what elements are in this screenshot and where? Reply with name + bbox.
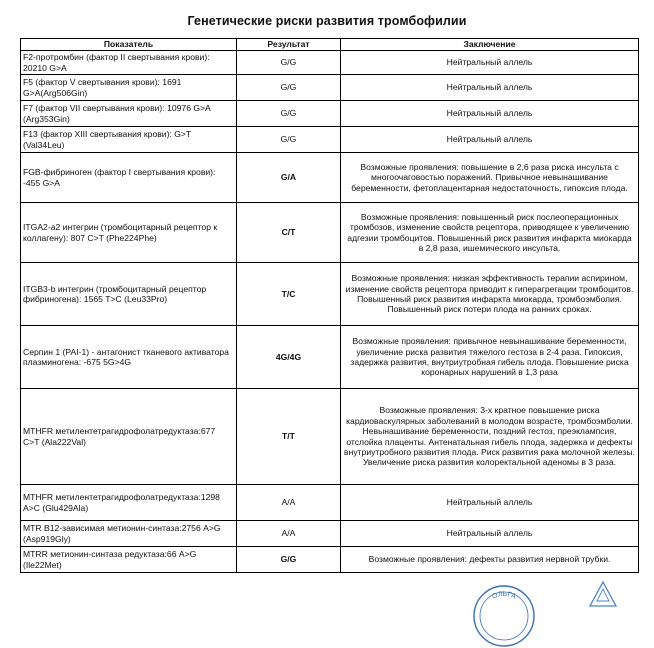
conclusion-cell: Нейтральный аллель <box>341 127 639 153</box>
conclusion-cell: Нейтральный аллель <box>341 51 639 75</box>
conclusion-cell: Возможные проявления: дефекты развития нервной трубки. <box>341 547 639 573</box>
result-cell: T/T <box>237 389 341 485</box>
result-cell: G/G <box>237 75 341 101</box>
table-row <box>21 51 639 75</box>
table-row <box>21 521 639 547</box>
conclusion-cell: Нейтральный аллель <box>341 101 639 127</box>
conclusion-cell: Нейтральный аллель <box>341 521 639 547</box>
page-title: Генетические риски развития тромбофилии <box>187 14 467 28</box>
result-cell: G/G <box>237 101 341 127</box>
stamp-text <box>491 591 517 601</box>
clinic-logo-icon <box>588 580 618 608</box>
table-row <box>21 101 639 127</box>
table-row <box>21 203 639 263</box>
indicator-cell: MTRR метионин-синтаза редуктаза:66 A>G (Ile22Met) <box>21 547 237 573</box>
table-row <box>21 485 639 521</box>
header-result: Результат <box>237 39 341 51</box>
indicator-cell: MTHFR метилентетрагидрофолатредуктаза:677 C>T (Ala222Val) <box>21 389 237 485</box>
table-row <box>21 326 639 389</box>
indicator-cell: ITGA2-a2 интегрин (тромбоцитарный рецептор к коллагену): 807 C>T (Phe224Phe) <box>21 203 237 263</box>
result-cell: T/C <box>237 263 341 326</box>
header-conclusion: Заключение <box>341 39 639 51</box>
table-row <box>21 547 639 573</box>
result-cell: G/A <box>237 153 341 203</box>
result-cell: 4G/4G <box>237 326 341 389</box>
table-row <box>21 153 639 203</box>
result-cell: G/G <box>237 51 341 75</box>
conclusion-cell: Возможные проявления: повышение в 2,6 раза риска инсульта с многоочаговостью поражений. Привычное невынашивание беременности, фетоплацентарная недостаточность, гипоксия плода. <box>341 153 639 203</box>
conclusion-cell: Нейтральный аллель <box>341 485 639 521</box>
indicator-cell: F7 (фактор VII свертывания крови): 10976 G>A (Arg353Gin) <box>21 101 237 127</box>
table-header-row <box>21 39 639 51</box>
result-cell: C/T <box>237 203 341 263</box>
indicator-cell: F13 (фактор XIII свертывания крови): G>T (Val34Leu) <box>21 127 237 153</box>
result-cell: G/G <box>237 547 341 573</box>
indicator-cell: ITGB3-b интегрин (тромбоцитарный рецептор фибриногена): 1565 T>C (Leu33Pro) <box>21 263 237 326</box>
logo-triangle <box>590 582 616 606</box>
indicator-cell: F2-протромбин (фактор II свертывания крови): 20210 G>A <box>21 51 237 75</box>
results-table <box>20 38 639 573</box>
conclusion-cell: Возможные проявления: привычное невынашивание беременности, увеличение риска развития тяжелого гестоза в 2-4 раза. Гипоксия, задержка развития, внутриутробная гибель плода. Повышение риска коронарных нарушений в 1,3 раза <box>341 326 639 389</box>
table-row <box>21 263 639 326</box>
indicator-cell: MTHFR метилентетрагидрофолатредуктаза:1298 A>C (Glu429Ala) <box>21 485 237 521</box>
stamp-inner-ring <box>480 592 528 640</box>
stamp-seal <box>472 584 536 648</box>
indicator-cell: F5 (фактор V свертывания крови): 1691 G>A(Arg506Gin) <box>21 75 237 101</box>
result-cell: G/G <box>237 127 341 153</box>
stamp-text-path: ОЛЬГА <box>491 590 517 601</box>
conclusion-cell: Возможные проявления: низкая эффективность терапии аспирином, изменение свойств рецептора приводит к гиперагрегации тромбоцитов. Повышенный риск развития инфаркта миокарда, тромбоэмболия. Повышенный риск потери плода на ранних сроках. <box>341 263 639 326</box>
indicator-cell: Серпин 1 (PAI-1) - антагонист тканевого активатора плазминогена: -675 5G>4G <box>21 326 237 389</box>
conclusion-cell: Нейтральный аллель <box>341 75 639 101</box>
table-row <box>21 389 639 485</box>
table-row <box>21 127 639 153</box>
conclusion-cell: Возможные проявления: повышенный риск послеоперационных тромбозов, изменение свойств рецептора, приводящее к увеличению адгезии тромбоцитов. Повышенный риск развития инфаркта миокарда в 2,8 раза, ишемического инсульта. <box>341 203 639 263</box>
indicator-cell: FGB-фибриноген (фактор I свертывания крови): -455 G>A <box>21 153 237 203</box>
table-row <box>21 75 639 101</box>
result-cell: A/A <box>237 521 341 547</box>
header-indicator: Показатель <box>21 39 237 51</box>
conclusion-cell: Возможные проявления: 3-х кратное повышение риска кардиоваскулярных заболеваний в молодом возрасте, тромбоэмболии. Невынашивание беременности, поздний гестоз, преэклампсия, отслойка плаценты. Антенатальная гибель плода, задержка и дефекты внутриутробного развития плода. Риск развития рака молочной железы. Увеличение риска развития колоректальной аденомы в 3 раза. <box>341 389 639 485</box>
result-cell: A/A <box>237 485 341 521</box>
indicator-cell: MTR B12-зависимая метионин-синтаза:2756 A>G (Asp919Gly) <box>21 521 237 547</box>
